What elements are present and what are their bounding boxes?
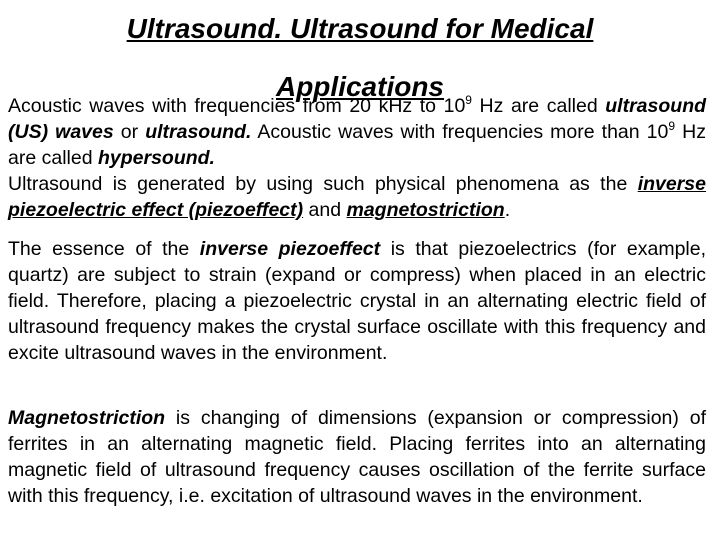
paragraph-magnetostriction [8, 405, 706, 509]
paragraph-ultrasound-definition [8, 93, 706, 223]
title-line-2: Applications [275, 71, 444, 102]
text-run: is that piezoelectrics (for example, quartz) are subject to strain (expand or compress) when placed in an electric field. Therefore, placing a piezoelectric crystal in an alternating electric field of ultrasound frequency makes the crystal surface oscillate with this frequency and excite ultrasound waves in the environment. [8, 238, 707, 364]
text-run: is changing of dimensions (expansion or compression) of ferrites in an alternating magnetic field. Placing ferrites into an alternating magnetic field of ultrasound frequency causes oscillation of the ferrite surface with this frequency, i.e. excitation of ultrasound waves in the environment. [8, 407, 706, 507]
term-inverse-piezoelectric-effect: inverse piezoelectric effect (piezoeffect) [8, 173, 706, 221]
text-run: Acoustic waves with frequencies from 20 kHz to 10 [8, 95, 466, 117]
title-line-1: Ultrasound. Ultrasound for Medical [126, 13, 594, 44]
term-hypersound: hypersound. [97, 147, 215, 169]
term-ultrasound-waves: ultrasound (US) waves [8, 95, 707, 143]
term-magnetostriction-heading: Magnetostriction [8, 407, 166, 429]
text-run: . [504, 199, 511, 221]
text-run: The essence of the [8, 238, 200, 260]
text-run: Ultrasound is generated by using such physical phenomena as the [8, 173, 638, 195]
term-ultrasound: ultrasound. [145, 121, 252, 143]
text-run: Hz are called [471, 95, 606, 117]
paragraph-inverse-piezoeffect [8, 236, 706, 366]
exponent: 9 [668, 119, 676, 133]
text-run: Acoustic waves with frequencies more than 10 [251, 121, 669, 143]
text-run: and [303, 199, 347, 221]
text-run: or [113, 121, 146, 143]
term-inverse-piezoeffect: inverse piezoeffect [199, 238, 381, 260]
term-magnetostriction: magnetostriction [346, 199, 505, 221]
exponent: 9 [465, 93, 472, 107]
text-run: Hz are called [8, 121, 706, 169]
